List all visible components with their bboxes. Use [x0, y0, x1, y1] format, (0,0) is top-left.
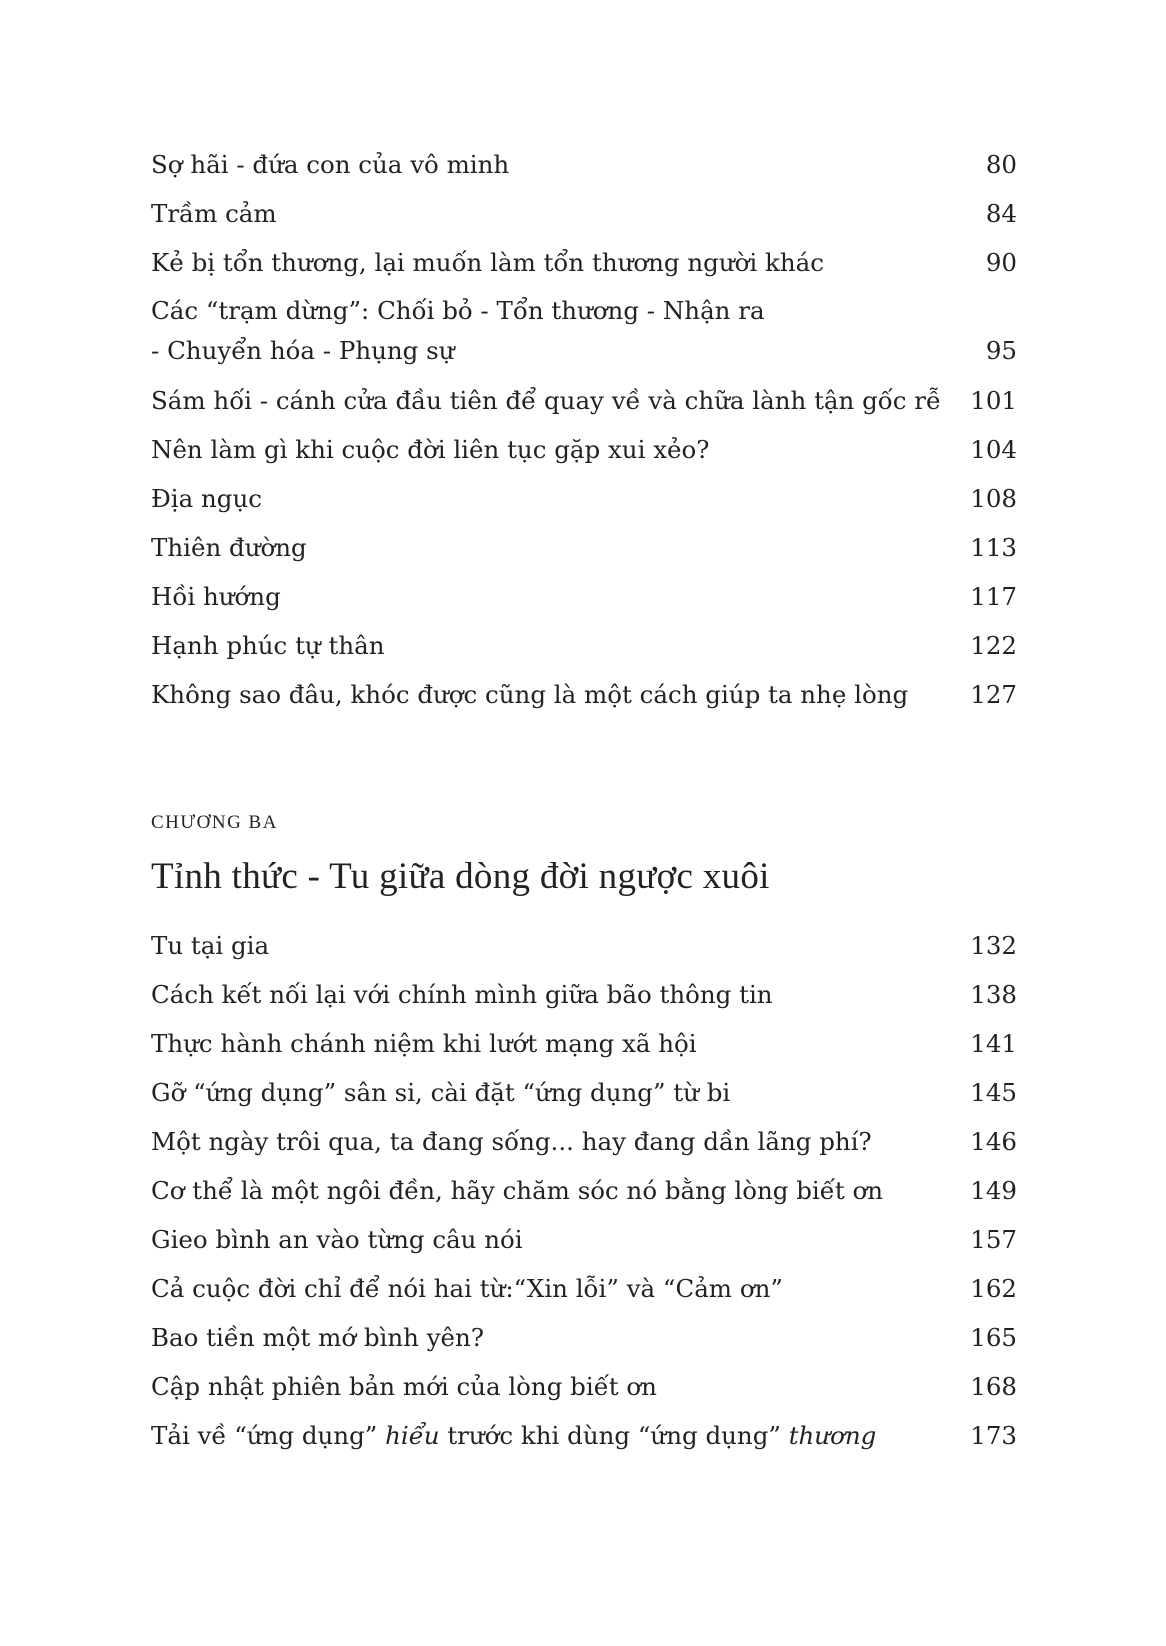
toc-entry-title [151, 1411, 957, 1460]
toc-entry-page: 117 [970, 582, 1017, 611]
toc-entry-title: Cách kết nối lại với chính mình giữa bão thông tin [151, 980, 773, 1009]
toc-entry [151, 1068, 1017, 1117]
toc-entry [151, 140, 1017, 189]
toc-entry-title: Cập nhật phiên bản mới của lòng biết ơn [151, 1372, 657, 1401]
toc-entry-title: Một ngày trôi qua, ta đang sống... hay đang dần lãng phí? [151, 1127, 872, 1156]
toc-entry-page: 165 [970, 1323, 1017, 1352]
toc-entry-page: 84 [985, 199, 1017, 228]
toc-entry [151, 572, 1017, 621]
toc-entry [151, 376, 1017, 425]
toc-entry-page: 141 [970, 1029, 1017, 1058]
toc-entry [151, 970, 1017, 1019]
toc-entry [151, 425, 1017, 474]
toc-entry-page: 127 [970, 680, 1017, 709]
toc-chapter-three [151, 811, 1017, 1460]
toc-entry [151, 1215, 1017, 1264]
toc-entry-title: Tu tại gia [151, 931, 270, 960]
toc-entry-title: Sám hối - cánh cửa đầu tiên để quay về và chữa lành tận gốc rễ [151, 386, 942, 415]
toc-entry-page: 132 [970, 931, 1017, 960]
chapter-title: Tỉnh thức - Tu giữa dòng đời ngược xuôi [151, 856, 770, 897]
toc-entry-page: 101 [970, 386, 1017, 415]
toc-entry-title-line: - Chuyển hóa - Phụng sự [151, 336, 455, 365]
toc-entry-title: Cơ thể là một ngôi đền, hãy chăm sóc nó bằng lòng biết ơn [151, 1176, 883, 1205]
toc-entry-title: Gỡ “ứng dụng” sân si, cài đặt “ứng dụng” từ bi [151, 1078, 731, 1107]
toc-entry-title: Thực hành chánh niệm khi lướt mạng xã hội [151, 1029, 697, 1058]
toc-entry [151, 1313, 1017, 1362]
toc-entry [151, 523, 1017, 572]
toc-entry-page: 95 [985, 336, 1017, 365]
toc-entry [151, 1117, 1017, 1166]
toc-entry-page: 146 [970, 1127, 1017, 1156]
toc-section-one [151, 140, 1017, 719]
toc-entry-page: 90 [985, 248, 1017, 277]
toc-entry-page: 80 [985, 150, 1017, 179]
toc-entry-title: Gieo bình an vào từng câu nói [151, 1225, 523, 1254]
toc-entry-page: 145 [970, 1078, 1017, 1107]
toc-entry-page: 149 [970, 1176, 1017, 1205]
toc-entry [151, 474, 1017, 523]
toc-entry-title: Hạnh phúc tự thân [151, 631, 385, 660]
toc-entry-title: Hồi hướng [151, 582, 281, 611]
toc-entry-title: Không sao đâu, khóc được cũng là một cách giúp ta nhẹ lòng [151, 680, 909, 709]
toc-entry-title-text: trước khi dùng “ứng dụng” [439, 1421, 789, 1450]
toc-entry-title [151, 291, 957, 371]
toc-entry-title: Nên làm gì khi cuộc đời liên tục gặp xui xẻo? [151, 435, 710, 464]
toc-entry-title-italic: thương [788, 1421, 877, 1450]
toc-entry [151, 621, 1017, 670]
toc-entry-page: 108 [970, 484, 1017, 513]
toc-entry-title: Bao tiền một mớ bình yên? [151, 1323, 484, 1352]
table-of-contents-page [151, 140, 1017, 1460]
toc-entry-page: 168 [970, 1372, 1017, 1401]
toc-entry [151, 921, 1017, 970]
toc-entry [151, 1411, 1017, 1460]
toc-entry-page: 162 [970, 1274, 1017, 1303]
toc-entry-page: 173 [970, 1421, 1017, 1450]
toc-entry-page: 104 [970, 435, 1017, 464]
toc-entry-page: 138 [970, 980, 1017, 1009]
toc-entry [151, 287, 1017, 376]
toc-entry [151, 238, 1017, 287]
chapter-label: CHƯƠNG BA [151, 812, 278, 833]
toc-entry [151, 1362, 1017, 1411]
toc-entry-page: 113 [970, 533, 1017, 562]
toc-entry [151, 1264, 1017, 1313]
toc-entry [151, 670, 1017, 719]
toc-entry [151, 189, 1017, 238]
toc-entry-page: 122 [970, 631, 1017, 660]
toc-entry-title: Địa ngục [151, 484, 262, 513]
toc-entry-title: Sợ hãi - đứa con của vô minh [151, 150, 510, 179]
toc-entry [151, 1019, 1017, 1068]
toc-entry-title-line: Các “trạm dừng”: Chối bỏ - Tổn thương - Nhận ra [151, 296, 765, 325]
toc-entry-title-text: Tải về “ứng dụng” [151, 1421, 386, 1450]
toc-entry-title: Thiên đường [151, 533, 307, 562]
toc-entry-title: Trầm cảm [151, 199, 277, 228]
toc-entry-title: Cả cuộc đời chỉ để nói hai từ:“Xin lỗi” và “Cảm ơn” [151, 1274, 783, 1303]
toc-entry-title: Kẻ bị tổn thương, lại muốn làm tổn thương người khác [151, 248, 824, 277]
toc-entry-title-italic: hiểu [385, 1421, 440, 1450]
toc-entry-page: 157 [970, 1225, 1017, 1254]
toc-entry [151, 1166, 1017, 1215]
